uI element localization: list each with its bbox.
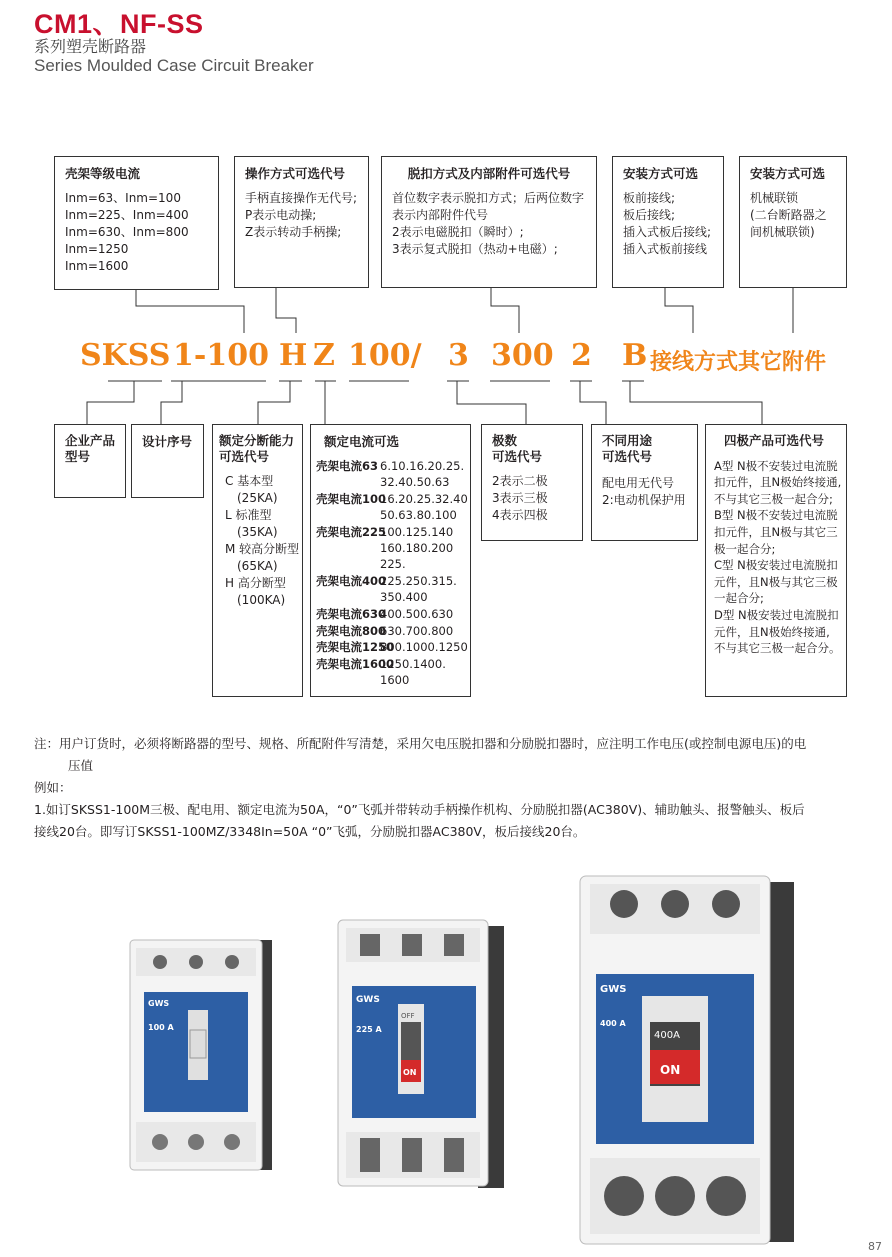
install-mode-line: 插入式板后接线; [623, 225, 712, 239]
breaking-option: (25KA) [237, 491, 278, 505]
current-values: 400.500.630 [380, 607, 454, 621]
design-serial-box [131, 424, 204, 498]
four-pole-box [705, 424, 847, 697]
breaking-option: H 高分断型 [225, 576, 286, 590]
current-frame-label: 壳架电流225 [316, 525, 387, 539]
current-row [316, 524, 468, 573]
company-model-title: 型号 [65, 449, 91, 464]
frame-current-line: Inm=225、Inm=400 [65, 208, 189, 222]
usage-option: 2:电动机保护用 [602, 493, 686, 507]
subtitle-chinese: 系列塑壳断路器 [34, 37, 147, 56]
current-row [316, 623, 468, 640]
code-part-fourpole: B [622, 338, 648, 373]
poles-option: 3表示三极 [492, 491, 548, 505]
poles-title: 可选代号 [492, 449, 543, 464]
interlock-title: 安装方式可选 [750, 166, 826, 181]
four-pole-line: D型 N极安装过电流脱扣 [714, 607, 839, 622]
design-serial-title: 设计序号 [142, 434, 193, 449]
four-pole-line: 扣元件，且N极与其它三 [714, 524, 838, 539]
interlock-line: 机械联锁 [750, 191, 799, 205]
current-values: 100.125.140 [380, 525, 454, 539]
current-values: 800.1000.1250 [380, 640, 468, 654]
breaking-capacity-title: 可选代号 [219, 449, 270, 464]
current-row [316, 639, 468, 656]
page-number: 87 [868, 1240, 882, 1253]
poles-option: 2表示二极 [492, 474, 548, 488]
subtitle-english: Series Moulded Case Circuit Breaker [34, 56, 314, 75]
brand-logo-text: GWS [356, 995, 380, 1005]
breaking-option: (65KA) [237, 559, 278, 573]
trip-mode-line: 2表示电磁脱扣（瞬时）; [392, 225, 524, 239]
four-pole-line: 元件，且N极与其它三极 [714, 574, 838, 589]
install-mode-line: 插入式板前接线 [623, 242, 708, 256]
operation-mode-title: 操作方式可选代号 [245, 166, 346, 181]
breaking-option: C 基本型 [225, 474, 274, 488]
four-pole-line: C型 N极安装过电流脱扣 [714, 558, 838, 573]
operation-mode-line: Z表示转动手柄操; [245, 225, 342, 239]
four-pole-line: A型 N极不安装过电流脱 [714, 458, 838, 473]
operation-mode-line: 手柄直接操作无代号; [245, 191, 358, 205]
trip-mode-line: 首位数字表示脱扣方式；后两位数字 [392, 191, 585, 205]
code-part-breaking: H [279, 338, 308, 373]
current-values: 160.180.200 [380, 541, 454, 555]
company-model-title: 企业产品 [65, 433, 116, 448]
current-values: 16.20.25.32.40 [380, 492, 468, 506]
frame-current-line: Inm=1600 [65, 259, 129, 273]
current-frame-label: 壳架电流1600 [316, 656, 395, 671]
current-values: 350.400 [380, 590, 428, 604]
code-part-poles: 3 [448, 338, 469, 373]
current-values: 630.700.800 [380, 623, 454, 638]
off-label: OFF [401, 1012, 415, 1020]
rating-text: 225 A [356, 1025, 382, 1034]
frame-current-title: 壳架等级电流 [65, 166, 141, 181]
current-values: 50.63.80.100 [380, 508, 457, 522]
breaking-option: (35KA) [237, 525, 278, 539]
poles-box [481, 424, 583, 541]
code-part-usage: 2 [571, 338, 592, 373]
breaker-medium [338, 920, 504, 1188]
install-mode-title: 安装方式可选 [623, 166, 699, 181]
breaking-option: L 标准型 [225, 508, 272, 522]
operation-mode-box [234, 156, 369, 288]
breaker-large [580, 876, 794, 1244]
poles-option: 4表示四极 [492, 508, 548, 522]
current-row [316, 573, 468, 606]
operation-mode-line: P表示电动操; [245, 208, 317, 222]
frame-current-line: Inm=630、Inm=800 [65, 225, 189, 239]
current-values: 1250.1400. [380, 656, 446, 671]
interlock-box [739, 156, 847, 288]
current-row [316, 656, 468, 689]
code-part-trip: 300 [491, 338, 554, 373]
current-values: 1600 [380, 672, 410, 687]
rating-text: 100 A [148, 1023, 174, 1032]
usage-box [591, 424, 698, 541]
note-line: 注：用户订货时，必须将断路器的型号、规格、所配附件写清楚，采用欠电压脱扣器和分励脱扣器时，应注明工作电压(或控制电源电压)的电 [34, 736, 807, 751]
breaker-small [130, 940, 272, 1170]
current-frame-label: 壳架电流100 [316, 492, 387, 506]
rated-current-title: 额定电流可选 [324, 434, 400, 449]
four-pole-title: 四极产品可选代号 [724, 433, 825, 448]
brand-logo-text: GWS [600, 984, 627, 995]
frame-current-line: Inm=1250 [65, 242, 129, 256]
current-row [316, 606, 468, 623]
note-line: 压值 [68, 758, 94, 773]
note-line: 接线20台。即写订SKSS1-100MZ/3348In=50A “0”飞弧，分励脱扣器AC380V，板后接线20台。 [34, 824, 586, 839]
code-part-operation: Z [313, 338, 335, 373]
current-row [316, 491, 468, 524]
breaking-capacity-title: 额定分断能力 [219, 433, 295, 448]
trip-mode-title: 脱扣方式及内部附件可选代号 [407, 166, 571, 181]
poles-title: 极数 [492, 433, 518, 448]
note-line: 1.如订SKSS1-100M三极、配电用、额定电流为50A，“0”飞弧并带转动手柄操作机构、分励脱扣器(AC380V)、辅助触头、报警触头、板后 [34, 802, 805, 817]
frame-current-box [54, 156, 219, 290]
product-photos [120, 870, 892, 1250]
four-pole-line: 一起合分; [714, 591, 764, 606]
page-title: CM1、NF-SS [34, 9, 204, 39]
breaking-option: M 较高分断型 [225, 542, 300, 556]
note-line: 例如： [34, 780, 72, 795]
install-mode-line: 板后接线; [623, 208, 676, 222]
current-frame-label: 壳架电流630 [316, 607, 387, 621]
four-pole-line: B型 N极不安装过电流脱 [714, 508, 838, 523]
on-label: ON [660, 1063, 681, 1077]
code-part-series: 1-100 [173, 338, 269, 373]
on-label: ON [403, 1068, 417, 1077]
four-pole-line: 不与其它三极一起合分。 [714, 641, 841, 656]
usage-title: 不同用途 [602, 433, 653, 448]
usage-title: 可选代号 [602, 449, 653, 464]
handle-rating-label: 400A [654, 1030, 680, 1041]
trip-mode-box [381, 156, 597, 288]
current-frame-label: 壳架电流800 [316, 623, 387, 638]
interlock-line: 间机械联锁) [750, 225, 815, 239]
current-frame-label: 壳架电流1250 [316, 640, 395, 654]
current-values: 32.40.50.63 [380, 475, 450, 489]
current-frame-label: 壳架电流63 [316, 459, 379, 473]
trip-mode-line: 3表示复式脱扣（热动+电磁）; [392, 242, 558, 256]
install-mode-box [612, 156, 724, 288]
code-part-accessory: 接线方式其它附件 [650, 349, 827, 375]
breaking-capacity-box [212, 424, 303, 697]
four-pole-line: 不与其它三极一起合分; [714, 491, 833, 506]
code-part-current: 100/ [348, 338, 422, 373]
four-pole-line: 极一起合分; [714, 541, 776, 556]
four-pole-line: 元件，且N极始终接通, [714, 624, 830, 639]
current-frame-label: 壳架电流400 [316, 574, 387, 588]
current-values: 225. [380, 557, 406, 571]
current-row [316, 458, 468, 491]
trip-mode-line: 表示内部附件代号 [392, 208, 489, 222]
brand-logo-text: GWS [148, 999, 170, 1008]
current-values: 6.10.16.20.25. [380, 459, 465, 473]
rating-text: 400 A [600, 1019, 626, 1028]
frame-current-line: Inm=63、Inm=100 [65, 191, 181, 205]
code-part-skss: SKSS [80, 338, 171, 373]
breaking-option: (100KA) [237, 593, 286, 607]
current-values: 225.250.315. [380, 574, 457, 588]
usage-option: 配电用无代号 [602, 476, 675, 490]
install-mode-line: 板前接线; [623, 191, 676, 205]
rated-current-box [310, 424, 471, 697]
four-pole-line: 扣元件，且N极始终接通, [714, 475, 842, 490]
interlock-line: (二台断路器之 [750, 208, 827, 222]
company-model-box [54, 424, 126, 498]
